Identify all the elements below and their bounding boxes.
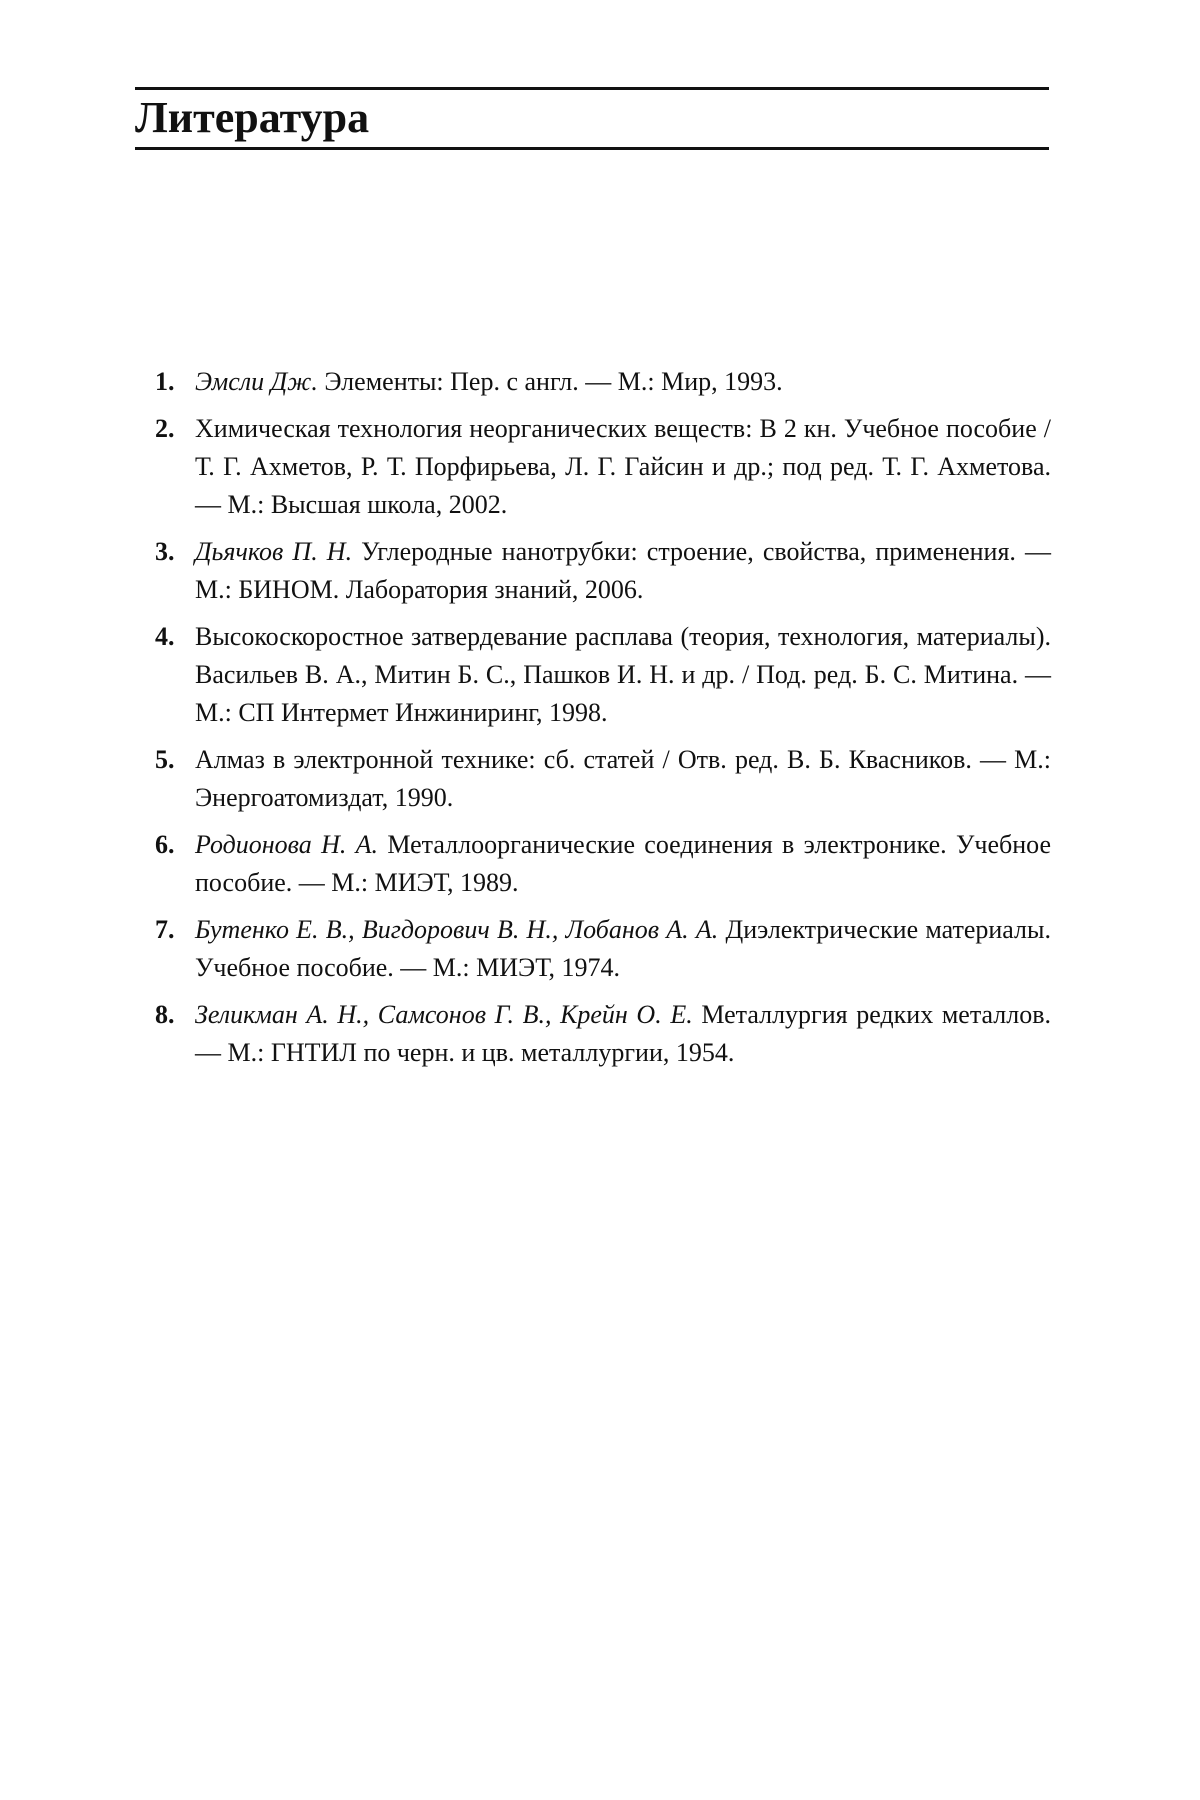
reference-number: 7. <box>155 915 175 944</box>
reference-text: Металлоорганические соединения в электронике. Учебное пособие. — М.: МИЭТ, 1989. <box>195 830 1051 897</box>
reference-number: 8. <box>155 1000 175 1029</box>
reference-item <box>155 618 1051 732</box>
reference-authors: Зеликман А. Н., Самсонов Г. В., Крейн О. Е. <box>195 1000 693 1029</box>
reference-item <box>155 741 1051 817</box>
reference-text: Металлургия редких металлов. — М.: ГНТИЛ по черн. и цв. металлургии, 1954. <box>195 1000 1051 1067</box>
reference-number: 4. <box>155 622 175 651</box>
reference-text: Элементы: Пер. с англ. — М.: Мир, 1993. <box>317 367 783 396</box>
title-bottom-rule <box>135 147 1049 150</box>
reference-item <box>155 410 1051 524</box>
reference-number: 5. <box>155 745 175 774</box>
reference-authors: Дьячков П. Н. <box>195 537 353 566</box>
reference-authors: Родионова Н. А. <box>195 830 379 859</box>
reference-authors: Эмсли Дж. <box>195 367 318 396</box>
reference-number: 6. <box>155 830 175 859</box>
reference-text: Диэлектрические материалы. Учебное пособие. — М.: МИЭТ, 1974. <box>195 915 1051 982</box>
reference-item <box>155 826 1051 902</box>
reference-number: 1. <box>155 367 175 396</box>
reference-item <box>155 996 1051 1072</box>
page-title: Литература <box>135 93 370 142</box>
reference-text: Алмаз в электронной технике: сб. статей / Отв. ред. В. Б. Квасников. — М.: Энергоатомиздат, 1990. <box>195 745 1051 812</box>
reference-text: Углеродные нанотрубки: строение, свойства, применения. — М.: БИНОМ. Лаборатория знаний, 2006. <box>195 537 1052 604</box>
reference-item <box>155 911 1051 987</box>
reference-item <box>155 533 1051 609</box>
reference-number: 2. <box>155 414 175 443</box>
reference-text: Высокоскоростное затвердевание расплава (теория, технология, материалы). Васильев В. А., Митин Б. С., Пашков И. Н. и др. / Под. ред. Б. С. Митина. — М.: СП Интермет Инжиниринг, 1998. <box>195 622 1051 727</box>
reference-list <box>155 363 1051 1081</box>
reference-number: 3. <box>155 537 175 566</box>
reference-item <box>155 363 1051 401</box>
reference-authors: Бутенко Е. В., Вигдорович В. Н., Лобанов А. А. <box>195 915 719 944</box>
reference-text: Химическая технология неорганических веществ: В 2 кн. Учебное пособие /Т. Г. Ахметов, Р. Т. Порфирьева, Л. Г. Гайсин и др.; под ред. Т. Г. Ахметова. — М.: Высшая школа, 2002. <box>195 414 1051 519</box>
